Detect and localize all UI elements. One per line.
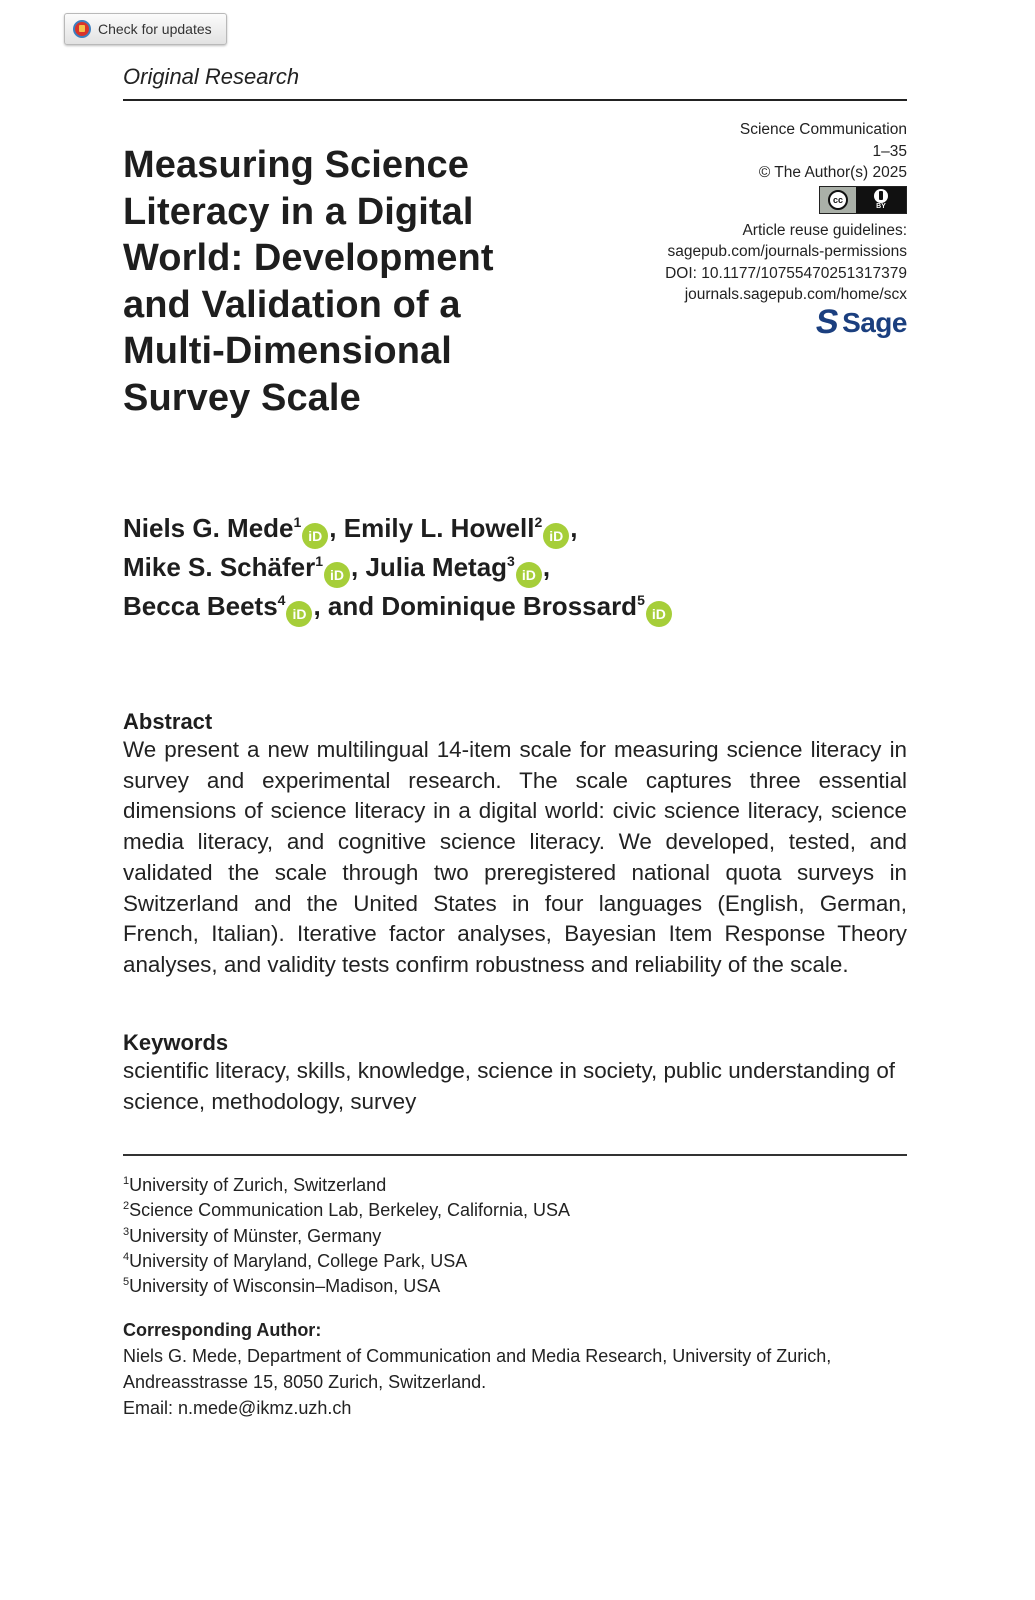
copyright: © The Author(s) 2025 [758,164,907,181]
abstract-text: We present a new multilingual 14-item scale for measuring science literacy in survey and experimental research. The scale captures three essential dimensions of science literacy in a digital world: civic science literacy, science media literacy, and cognitive science literacy. We developed, tested, and validated the scale through two preregistered national quota surveys in Switzerland and the United States in four languages (English, German, French, Italian). Iterative factor analyses, Bayesian Item Response Theory analyses, and validity tests confirm robustness and reliability of the scale. [123,737,907,977]
affiliation-text: University of Münster, Germany [129,1225,382,1246]
affiliation-item [123,1224,907,1249]
corresponding-author [123,1317,907,1421]
corresponding-email[interactable]: Email: n.mede@ikmz.uzh.ch [123,1398,352,1418]
author-separator: , [570,513,578,543]
affiliation-item [123,1173,907,1198]
attribution-icon [874,189,888,203]
orcid-icon[interactable]: iD [302,523,328,549]
sage-logo [813,302,907,341]
affiliation-text: Science Communication Lab, Berkeley, California, USA [129,1200,570,1221]
affiliation-item [123,1249,907,1274]
cc-icon: cc [828,190,848,210]
affiliation-number: 2 [123,1200,130,1213]
journal-link[interactable]: journals.sagepub.com/home/scx [684,286,907,303]
author-name: Julia Metag [365,552,508,582]
corresponding-line: Andreasstrasse 15, 8050 Zurich, Switzerland. [123,1372,487,1392]
journal-meta [587,119,907,339]
orcid-icon[interactable]: iD [646,601,672,627]
keywords-heading: Keywords [123,1030,229,1055]
affiliation-number: 5 [123,1276,130,1289]
author-line [123,549,923,588]
author-separator: , and [313,591,382,621]
footnote-rule [123,1154,907,1156]
page-range: 1–35 [872,142,907,160]
affiliation-text: University of Wisconsin–Madison, USA [129,1276,441,1297]
author-separator: , [542,552,551,582]
author-line [123,588,923,627]
check-for-updates-button[interactable] [64,13,227,45]
sage-s-icon: S [813,302,841,341]
header-rule [123,99,907,101]
crossmark-icon [73,20,91,38]
affiliation-item [123,1274,907,1299]
abstract-heading: Abstract [123,709,213,734]
sage-wordmark: Sage [842,306,907,338]
journal-name: Science Communication [739,121,907,138]
affiliation-marker: 1 [315,553,323,569]
affiliation-text: University of Zurich, Switzerland [129,1175,387,1195]
keywords-section [123,1030,907,1117]
author-name: Emily L. Howell [343,513,535,543]
orcid-icon[interactable]: iD [516,562,542,588]
section-label: Original Research [123,64,300,89]
affiliation-item [123,1198,907,1223]
affiliation-number: 3 [123,1225,130,1238]
affiliation-marker: 2 [534,514,543,530]
affiliation-list [123,1173,907,1299]
affiliation-marker: 1 [293,514,302,530]
affiliation-text: University of Maryland, College Park, USA [129,1250,468,1271]
affiliation-marker: 4 [277,592,286,608]
abstract-section [123,709,907,981]
corresponding-heading: Corresponding Author: [123,1320,322,1340]
author-separator: , [351,552,366,582]
author-list [123,510,923,627]
orcid-icon[interactable]: iD [286,601,312,627]
author-line [123,510,923,549]
doi[interactable]: DOI: 10.1177/10755470251317379 [665,264,907,282]
reuse-link[interactable]: sagepub.com/journals-permissions [667,243,907,260]
author-name: Becca Beets [123,591,278,621]
orcid-icon[interactable]: iD [543,523,569,549]
author-name: Mike S. Schäfer [123,552,316,582]
affiliation-marker: 5 [637,592,645,608]
article-title: Measuring Science Literacy in a Digital World: Development and Validation of a Multi-Dimensional Survey Scale [123,144,494,419]
check-for-updates-label: Check for updates [98,21,212,37]
keywords-text: scientific literacy, skills, knowledge, science in society, public understanding of science, methodology, survey [123,1058,896,1114]
author-name: Dominique Brossard [381,591,638,621]
by-label: BY [876,202,886,210]
affiliation-number: 4 [123,1250,130,1263]
reuse-label: Article reuse guidelines: [742,221,907,239]
affiliation-number: 1 [123,1175,130,1187]
author-separator: , [329,513,344,543]
orcid-icon[interactable]: iD [324,562,350,588]
corresponding-line: Niels G. Mede, Department of Communication and Media Research, University of Zurich, [123,1346,832,1366]
author-name: Niels G. Mede [123,513,294,543]
affiliation-marker: 3 [507,553,515,569]
cc-by-license-icon[interactable] [819,186,907,214]
